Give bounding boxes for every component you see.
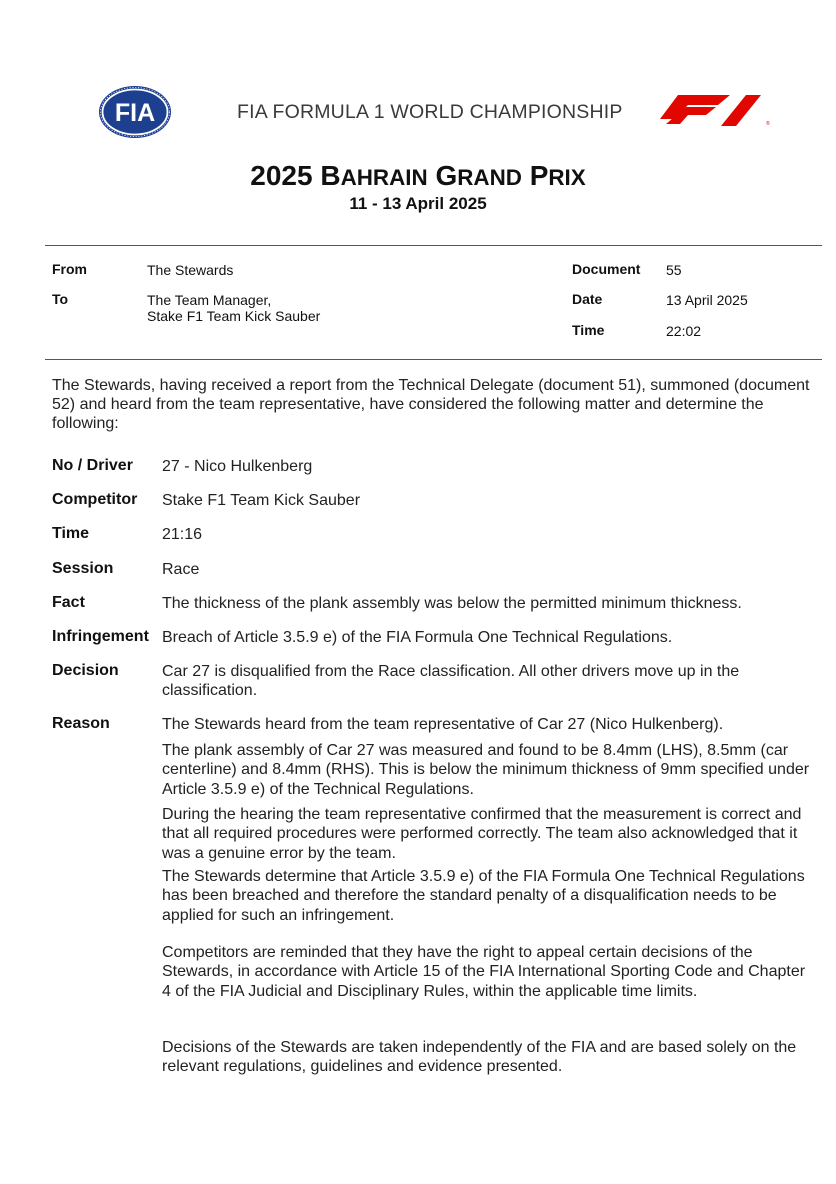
from-value: The Stewards: [147, 262, 234, 278]
fia-logo-text: FIA: [114, 99, 156, 127]
to-label: To: [52, 291, 69, 307]
reason-paragraph-4: The Stewards determine that Article 3.5.9 e) of the FIA Formula One Technical Regulations has been breached and therefore the standard penalty of a disqualification needs to be applied for such an infringement.: [162, 868, 805, 924]
fia-logo: [96, 84, 174, 140]
championship-title: FIA FORMULA 1 WORLD CHAMPIONSHIP: [237, 101, 623, 123]
intro-paragraph: The Stewards, having received a report from the Technical Delegate (document 51), summoned (document 52) and heard from the team representative, have considered the following matter and determine the following:: [52, 377, 810, 432]
decision-label: Decision: [52, 662, 119, 679]
document-value: 55: [666, 262, 682, 278]
from-label: From: [52, 261, 87, 277]
title-word-rest: RIX: [548, 165, 586, 190]
time-value: 22:02: [666, 323, 702, 339]
competitor-value: Stake F1 Team Kick Sauber: [162, 492, 361, 509]
header-divider-bottom: [45, 359, 822, 360]
session-label: Session: [52, 560, 114, 577]
date-label: Date: [572, 291, 603, 307]
reason-label: Reason: [52, 715, 110, 732]
to-value-line1: The Team Manager,: [147, 292, 272, 308]
to-value-line2: Stake F1 Team Kick Sauber: [147, 308, 321, 324]
fact-value: The thickness of the plank assembly was below the permitted minimum thickness.: [162, 595, 742, 612]
title-word-initial: B: [320, 160, 341, 191]
reason-paragraph-1: The Stewards heard from the team representative of Car 27 (Nico Hulkenberg).: [162, 716, 724, 733]
session-value: Race: [162, 561, 200, 578]
infringement-label: Infringement: [52, 628, 149, 645]
f1-logo: [658, 95, 770, 126]
date-value: 13 April 2025: [666, 292, 748, 308]
reason-paragraph-2: The plank assembly of Car 27 was measured and found to be 8.4mm (LHS), 8.5mm (car centerline) and 8.4mm (RHS). This is below the minimum thickness of 9mm specified under Article 3.5.9 e) of the Technical Regulations.: [162, 742, 810, 798]
title-year: 2025: [250, 160, 321, 191]
driver-value: 27 - Nico Hulkenberg: [162, 458, 313, 475]
grand-prix-title: [0, 160, 836, 192]
title-word-rest: RAND: [457, 165, 522, 190]
driver-label: No / Driver: [52, 457, 133, 474]
document-label: Document: [572, 261, 641, 277]
event-dates: 11 - 13 April 2025: [349, 194, 487, 213]
title-word-rest: AHRAIN: [340, 165, 428, 190]
appeal-notice: Competitors are reminded that they have the right to appeal certain decisions of the Stewards, in accordance with Article 15 of the FIA International Sporting Code and Chapter 4 of the FIA Judicial and Disciplinary Rules, within the applicable time limits.: [162, 944, 806, 1000]
fact-label: Fact: [52, 594, 85, 611]
decision-value: Car 27 is disqualified from the Race classification. All other drivers move up in the classification.: [162, 663, 740, 700]
competitor-label: Competitor: [52, 491, 138, 508]
independence-notice: Decisions of the Stewards are taken independently of the FIA and are based solely on the relevant regulations, guidelines and evidence presented.: [162, 1039, 797, 1076]
title-word-initial: P: [529, 160, 549, 191]
time-field-value: 21:16: [162, 526, 203, 543]
infringement-value: Breach of Article 3.5.9 e) of the FIA Formula One Technical Regulations.: [162, 629, 673, 646]
time-label: Time: [572, 322, 605, 338]
header-divider-top: [45, 245, 822, 246]
title-word-initial: G: [435, 160, 458, 191]
reason-paragraph-3: During the hearing the team representative confirmed that the measurement is correct and that all required procedures were performed correctly. The team also acknowledged that it was a genuine error by the team.: [162, 806, 802, 862]
time-field-label: Time: [52, 525, 90, 542]
svg-text:®: ®: [766, 121, 770, 126]
